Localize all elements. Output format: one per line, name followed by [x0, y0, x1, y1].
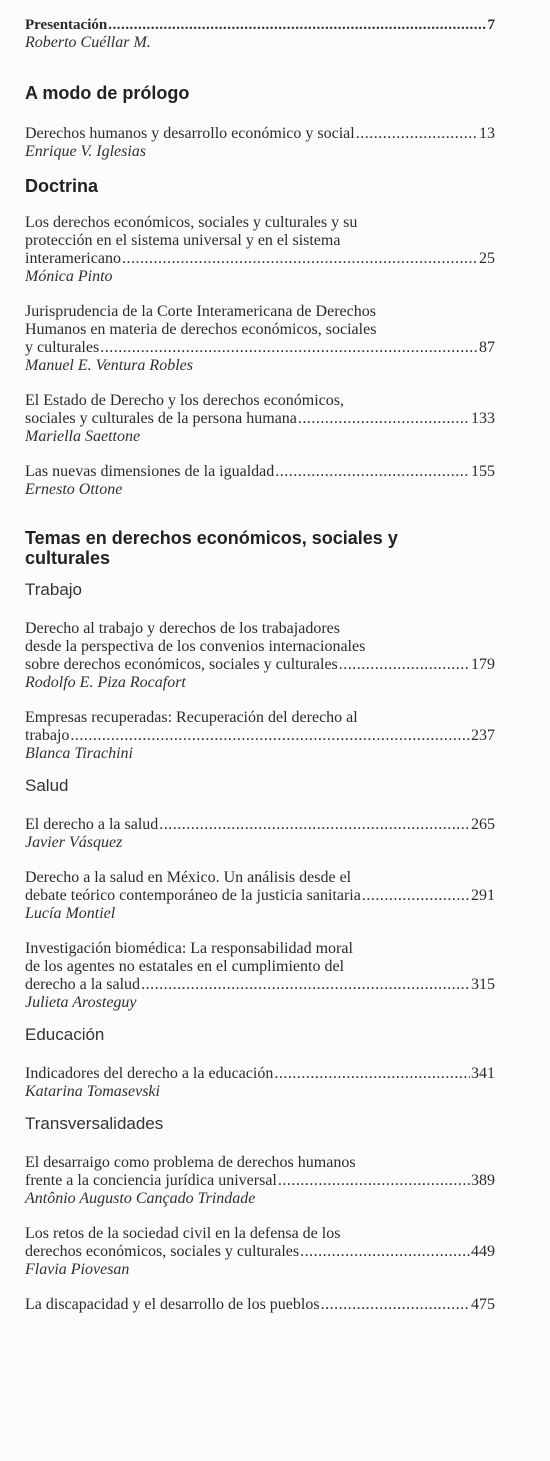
toc-leader-dots — [321, 1296, 470, 1314]
toc-leader-dots — [274, 1065, 470, 1083]
toc-entry-title-line — [25, 463, 495, 481]
toc-entry[interactable] — [25, 392, 526, 445]
toc-entry-title: Indicadores del derecho a la educación — [25, 1065, 274, 1082]
subsection-heading-trabajo: Trabajo — [25, 580, 83, 599]
toc-entry-title-line — [25, 656, 495, 674]
toc-entry-page: 237 — [471, 727, 495, 744]
toc-entry-title-line: Derecho al trabajo y derechos de los trabajadores — [25, 620, 340, 637]
toc-entry-page: 155 — [471, 463, 495, 480]
toc-entry-title-line: Los derechos económicos, sociales y culturales y su — [25, 214, 358, 231]
toc-entry-title: debate teórico contemporáneo de la justicia sanitaria — [25, 887, 361, 904]
toc-entry-title-line — [25, 1296, 495, 1314]
toc-entry-title: El derecho a la salud — [25, 816, 159, 833]
subsection-heading-transversalidades: Transversalidades — [25, 1114, 164, 1133]
toc-entry-title-line — [25, 410, 495, 428]
section-heading-doctrina: Doctrina — [25, 176, 99, 196]
toc-entry-title: Las nuevas dimensiones de la igualdad — [25, 463, 275, 480]
subsection-heading-educacion: Educación — [25, 1025, 105, 1044]
toc-entry-title-line — [25, 250, 495, 268]
toc-entry[interactable] — [25, 1225, 526, 1278]
toc-entry-title: trabajo — [25, 727, 70, 744]
toc-entry-page: 265 — [471, 816, 495, 833]
toc-entry-title-line: Empresas recuperadas: Recuperación del derecho al — [25, 709, 358, 726]
toc-entry-title-line: Derecho a la salud en México. Un análisis desde el — [25, 869, 352, 886]
toc-entry-page: 25 — [479, 250, 495, 267]
toc-entry-author: Rodolfo E. Piza Rocafort — [25, 674, 186, 691]
toc-entry[interactable] — [25, 709, 526, 762]
toc-entry-title-line: El desarraigo como problema de derechos humanos — [25, 1154, 356, 1171]
toc-entry-title: derecho a la salud — [25, 976, 141, 993]
toc-entry-author: Manuel E. Ventura Robles — [25, 357, 193, 374]
toc-leader-dots — [108, 16, 486, 34]
toc-leader-dots — [275, 463, 470, 481]
toc-entry-page: 7 — [487, 17, 495, 33]
toc-entry-page: 87 — [479, 339, 495, 356]
toc-entry-title-line: Jurisprudencia de la Corte Interamericana de Derechos — [25, 303, 376, 320]
toc-leader-dots — [362, 887, 470, 905]
toc-leader-dots — [159, 816, 470, 834]
toc-entry-title-line: protección en el sistema universal y en el sistema — [25, 232, 341, 249]
toc-entry-title-line: de los agentes no estatales en el cumplimiento del — [25, 958, 345, 975]
toc-entry-title: Derechos humanos y desarrollo económico y social — [25, 125, 355, 142]
toc-leader-dots — [100, 339, 478, 357]
toc-entry[interactable] — [25, 869, 526, 922]
toc-leader-dots — [356, 125, 478, 143]
toc-entry-title-line — [25, 1065, 495, 1083]
toc-entry[interactable] — [25, 816, 526, 851]
toc-entry[interactable] — [25, 1154, 526, 1207]
toc-entry[interactable] — [25, 214, 526, 285]
toc-leader-dots — [278, 1172, 470, 1190]
toc-leader-dots — [298, 410, 470, 428]
toc-entry-page: 315 — [471, 976, 495, 993]
toc-entry-author: Antônio Augusto Cançado Trindade — [25, 1190, 256, 1207]
toc-entry-title-line — [25, 125, 495, 143]
toc-entry-page: 341 — [471, 1065, 495, 1082]
toc-leader-dots — [70, 727, 470, 745]
toc-entry-title-line: desde la perspectiva de los convenios internacionales — [25, 638, 366, 655]
toc-entry-page: 475 — [471, 1296, 495, 1313]
toc-entry-title-line — [25, 816, 495, 834]
toc-entry[interactable] — [25, 1065, 526, 1100]
toc-entry-title: y culturales — [25, 339, 100, 356]
toc-entry-title: derechos económicos, sociales y culturales — [25, 1243, 300, 1260]
toc-entry-author: Ernesto Ottone — [25, 481, 123, 498]
toc-entry-title-line — [25, 16, 495, 34]
toc-entry[interactable] — [25, 620, 526, 691]
toc-leader-dots — [339, 656, 470, 674]
toc-entry-title: sobre derechos económicos, sociales y culturales — [25, 656, 338, 673]
toc-entry-page: 13 — [479, 125, 495, 142]
toc-entry-author: Mónica Pinto — [25, 268, 113, 285]
toc-entry-title: La discapacidad y el desarrollo de los pueblos — [25, 1296, 320, 1313]
toc-leader-dots — [141, 976, 470, 994]
toc-entry-title-line: Investigación biomédica: La responsabilidad moral — [25, 940, 353, 957]
toc-entry-title: Presentación — [25, 17, 108, 33]
toc-entry-title-line: Humanos en materia de derechos económicos, sociales — [25, 321, 377, 338]
toc-entry[interactable] — [25, 303, 526, 374]
section-heading-temas: Temas en derechos económicos, sociales y culturales — [25, 528, 398, 568]
toc-leader-dots — [300, 1243, 470, 1261]
toc-entry[interactable] — [25, 125, 526, 160]
toc-entry-title-line — [25, 727, 495, 745]
toc-entry-title: frente a la conciencia jurídica universal — [25, 1172, 277, 1189]
toc-entry[interactable] — [25, 463, 526, 498]
toc-entry-author: Mariella Saettone — [25, 428, 141, 445]
toc-entry-page: 133 — [471, 410, 495, 427]
toc-entry-author: Enrique V. Iglesias — [25, 143, 147, 160]
toc-entry-title-line — [25, 1243, 495, 1261]
toc-entry-title-line: El Estado de Derecho y los derechos económicos, — [25, 392, 345, 409]
toc-entry-title-line: Los retos de la sociedad civil en la defensa de los — [25, 1225, 341, 1242]
toc-entry-presentacion[interactable] — [25, 16, 526, 51]
toc-entry-title-line — [25, 339, 495, 357]
toc-entry-page: 179 — [471, 656, 495, 673]
subsection-heading-salud: Salud — [25, 776, 69, 795]
toc-entry[interactable] — [25, 1296, 526, 1314]
toc-entry-author: Blanca Tirachini — [25, 745, 133, 762]
toc-entry[interactable] — [25, 940, 526, 1011]
toc-leader-dots — [122, 250, 478, 268]
toc-entry-page: 449 — [471, 1243, 495, 1260]
toc-entry-title-line — [25, 887, 495, 905]
toc-entry-author: Julieta Arosteguy — [25, 994, 137, 1011]
toc-entry-title-line — [25, 1172, 495, 1190]
toc-entry-title: interamericano — [25, 250, 121, 267]
toc-entry-title: sociales y culturales de la persona humana — [25, 410, 297, 427]
toc-entry-author: Javier Vásquez — [25, 834, 123, 851]
section-heading-prologo: A modo de prólogo — [25, 83, 190, 103]
toc-entry-page: 291 — [471, 887, 495, 904]
toc-entry-author: Katarina Tomasevski — [25, 1083, 160, 1100]
toc-entry-title-line — [25, 976, 495, 994]
toc-entry-page: 389 — [471, 1172, 495, 1189]
toc-entry-author: Roberto Cuéllar M. — [25, 34, 151, 51]
toc-entry-author: Flavia Piovesan — [25, 1261, 130, 1278]
toc-entry-author: Lucía Montiel — [25, 905, 116, 922]
